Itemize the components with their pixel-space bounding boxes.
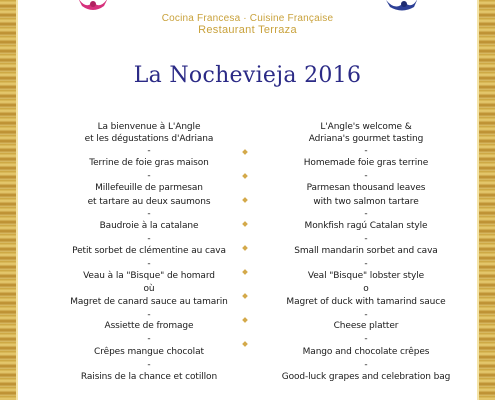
menu-separator: - [147, 334, 151, 344]
menu-line: La bienvenue à L'Angle [97, 122, 201, 132]
restaurant-name: Restaurant Terraza [198, 24, 297, 36]
menu-line: Petit sorbet de clémentine au cava [72, 246, 226, 256]
menu-separator: - [147, 259, 151, 269]
pink-ribbon-icon [76, 0, 110, 12]
menu-line: Baudroie à la catalane [99, 221, 199, 231]
menu-line: et les dégustations d'Adriana [84, 134, 214, 144]
menu-title: La Nochevieja 2016 [133, 63, 362, 88]
gold-frame-left [0, 0, 18, 400]
menu-line: Parmesan thousand leaves [306, 183, 426, 193]
cuisine-subtitle: Cocina Francesa · Cuisine Française [161, 13, 334, 24]
menu-separator: - [364, 146, 368, 156]
diamond-dot-icon [242, 173, 248, 179]
diamond-dot-icon [242, 317, 248, 323]
menu-line: Magret of duck with tamarind sauce [286, 297, 446, 307]
menu-line: Magret de canard sauce au tamarin [70, 297, 228, 307]
menu-separator: - [147, 209, 151, 219]
menu-separator: - [364, 234, 368, 244]
menu-line: Good-luck grapes and celebration bag [281, 372, 451, 382]
menu-separator: - [364, 171, 368, 181]
menu-line: où [143, 284, 155, 294]
menu-line: Monkfish ragú Catalan style [304, 221, 428, 231]
menu-line: Adriana's gourmet tasting [308, 134, 424, 144]
diamond-dot-icon [242, 149, 248, 155]
menu-separator: - [147, 171, 151, 181]
diamond-dot-icon [242, 269, 248, 275]
menu-line: Crêpes mangue chocolat [94, 347, 204, 357]
menu-line: L'Angle's welcome & [320, 122, 412, 132]
menu-separator: - [364, 360, 368, 370]
menu-separator: - [364, 334, 368, 344]
menu-line: Millefeuille de parmesan [95, 183, 203, 193]
blue-ribbon-icon [384, 0, 420, 12]
diamond-dot-icon [242, 221, 248, 227]
menu-line: Assiette de fromage [104, 321, 194, 331]
menu-separator: - [364, 310, 368, 320]
diamond-dot-icon [242, 341, 248, 347]
gold-frame-right [477, 0, 495, 400]
menu-line: Terrine de foie gras maison [89, 158, 209, 168]
menu-separator: - [147, 234, 151, 244]
menu-line: et tartare au deux saumons [87, 197, 211, 207]
menu-line: Veal "Bisque" lobster style [307, 271, 425, 281]
menu-separator: - [147, 146, 151, 156]
diamond-dot-icon [242, 245, 248, 251]
menu-line: Homemade foie gras terrine [303, 158, 429, 168]
menu-line: Veau à la "Bisque" de homard [83, 271, 215, 281]
menu-separator: - [147, 360, 151, 370]
menu-line: o [363, 284, 369, 294]
menu-separator: - [364, 209, 368, 219]
menu-line: Cheese platter [333, 321, 399, 331]
menu-separator: - [147, 310, 151, 320]
menu-line: Raisins de la chance et cotillon [80, 372, 218, 382]
menu-separator: - [364, 259, 368, 269]
menu-line: with two salmon tartare [313, 197, 419, 207]
diamond-dot-icon [242, 293, 248, 299]
menu-line: Small mandarin sorbet and cava [294, 246, 438, 256]
diamond-dot-icon [242, 197, 248, 203]
menu-line: Mango and chocolate crêpes [302, 347, 430, 357]
